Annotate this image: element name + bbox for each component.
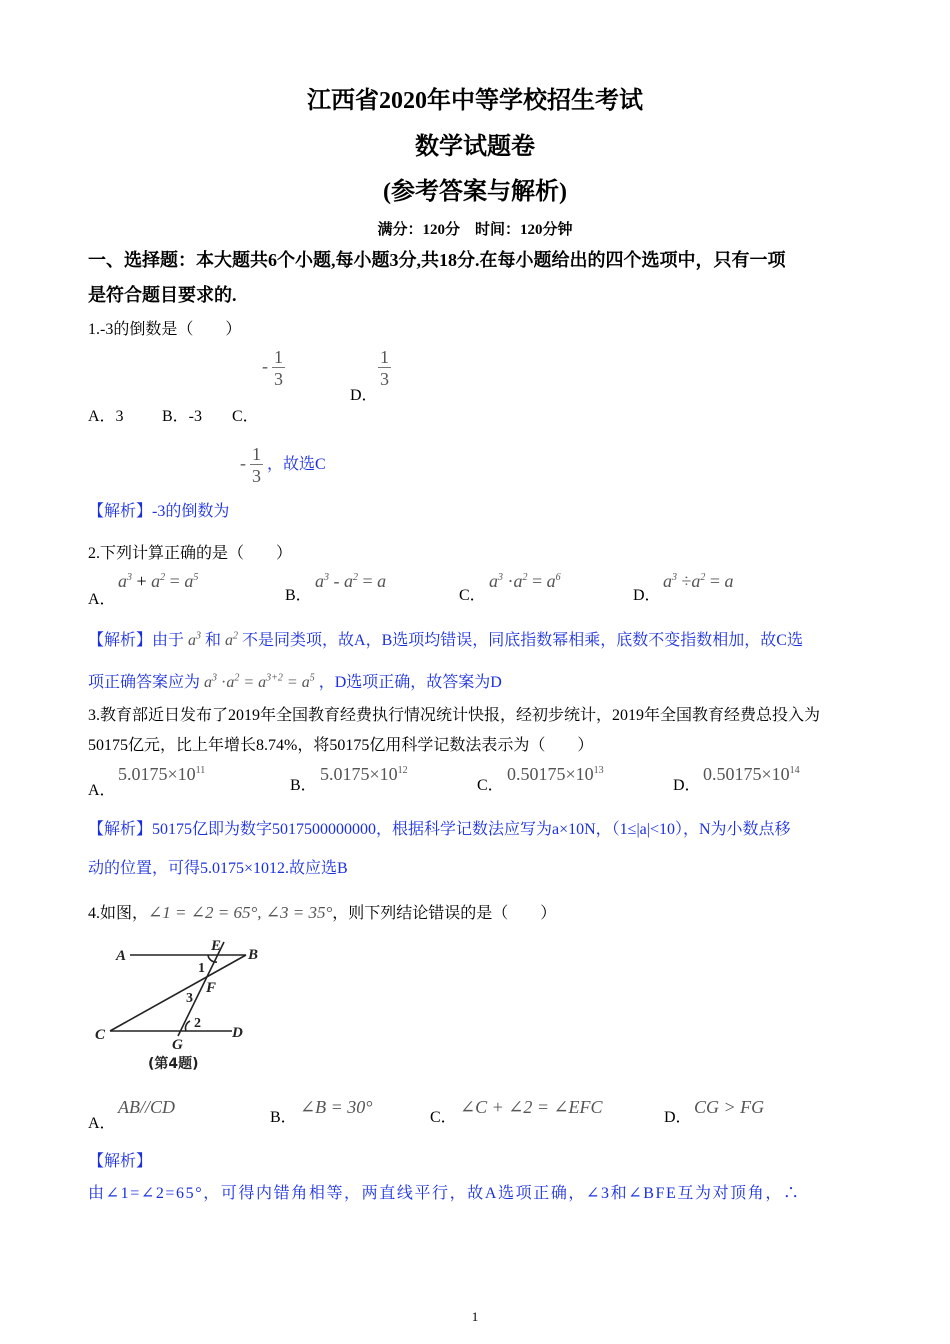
- q3-option-a-value: $5.0175\times 10^{11}$: [118, 764, 206, 784]
- q3-analysis-line1: 【解析】50175亿即为数字5017500000000，根据科学记数法应写为a×10N，（1≤|a|<10），N为小数点移: [88, 821, 791, 838]
- q2-option-d-label: D．: [633, 587, 661, 604]
- q1-option-c-label: C．: [232, 408, 259, 425]
- q3-option-d-value: $0.50175\times 10^{14}$: [703, 764, 800, 784]
- angle-2-arc: [185, 1021, 190, 1031]
- q3-option-c-label: C．: [477, 777, 504, 794]
- q1-option-c-fraction: - $\frac{1}{3}$: [262, 347, 283, 389]
- page-subtitle: 数学试题卷: [415, 134, 535, 160]
- point-d-label: D: [232, 1025, 243, 1041]
- q4-option-a-label: A．: [88, 1115, 116, 1132]
- page-title: 江西省2020年中等学校招生考试: [307, 88, 643, 114]
- q2-option-a-math: $a^3 + a^2 = a^5$: [118, 571, 199, 591]
- q2-option-b-math: $a^3 - a^2 = a$: [315, 571, 387, 591]
- q1-option-d-label: D．: [350, 387, 378, 404]
- q3-option-a-label: A．: [88, 782, 116, 799]
- figure-caption: (第4题): [148, 1056, 199, 1072]
- q4-option-b-label: B．: [270, 1109, 297, 1126]
- q4-stem: 4.如图，∠1 = ∠2 = 65°, ∠3 = 35°，则下列结论错误的是（ ）: [88, 903, 557, 922]
- q1-analysis: 【解析】-3的倒数为: [88, 503, 230, 520]
- section-heading-line2: 是符合题目要求的.: [88, 285, 237, 305]
- q2-option-b-label: B．: [285, 587, 312, 604]
- point-b-label: B: [248, 947, 259, 963]
- q4-option-c-math: ∠C + ∠2 = ∠EFC: [460, 1097, 603, 1117]
- line-cb: [110, 955, 246, 1031]
- q4-option-a-math: AB//CD: [118, 1097, 175, 1117]
- point-a-label: A: [116, 948, 127, 964]
- q2-option-c-label: C．: [459, 587, 486, 604]
- q3-stem-line1: 3.教育部近日发布了2019年全国教育经费执行情况统计快报，经初步统计，2019年全国教育经费总投入为: [88, 707, 821, 724]
- section-heading-line1: 一、选择题：本大题共6个小题,每小题3分,共18分.在每小题给出的四个选项中，只有一项: [88, 250, 786, 270]
- q4-option-c-label: C．: [430, 1109, 457, 1126]
- q1-option-b: B．-3: [162, 408, 203, 425]
- page-subtitle-note: (参考答案与解析): [383, 179, 567, 205]
- point-g-label: G: [172, 1037, 183, 1053]
- angle-1-label: 1: [198, 961, 205, 976]
- q2-analysis-line2: 项正确答案应为 $a^3 \cdot a^2 = a^{3+2} = a^5$ ，D选项正确，故答案为D: [88, 672, 502, 691]
- q1-option-a: A．3: [88, 408, 124, 425]
- q3-stem-line2: 50175亿元，比上年增长8.74%，将50175亿用科学记数法表示为（ ）: [88, 737, 594, 754]
- q3-option-c-value: $0.50175\times 10^{13}$: [507, 764, 604, 784]
- page-number: 1: [471, 1309, 479, 1324]
- q2-stem: 2.下列计算正确的是（ ）: [88, 545, 293, 562]
- q1-answer-fraction: - $\frac{1}{3}$ ，故选C: [240, 444, 326, 486]
- q3-option-b-label: B．: [290, 777, 317, 794]
- q2-option-a-label: A．: [88, 591, 116, 608]
- point-e-label: E: [211, 938, 222, 954]
- q2-option-c-math: $a^3 \cdot a^2 = a^6$: [489, 571, 561, 591]
- q4-option-d-label: D．: [664, 1109, 692, 1126]
- q1-option-d-fraction: $\frac{1}{3}$: [380, 347, 389, 389]
- q3-option-d-label: D．: [673, 777, 701, 794]
- q4-option-b-math: ∠B = 30°: [300, 1097, 373, 1117]
- q3-option-b-value: $5.0175\times 10^{12}$: [320, 764, 408, 784]
- q2-analysis-line1: 【解析】由于 $a^3$ 和 $a^2$ 不是同类项，故A，B选项均错误，同底指数幂相乘，底数不变指数相加，故C选: [88, 630, 803, 649]
- q4-figure: [90, 932, 270, 1078]
- q1-stem: 1.-3的倒数是（ ）: [88, 321, 242, 338]
- q4-analysis-line1: 由∠1=∠2=65°，可得内错角相等，两直线平行，故A选项正确，∠3和∠BFE互为对顶角，∴: [88, 1185, 801, 1202]
- q3-analysis-line2: 动的位置，可得5.0175×1012.故应选B: [88, 860, 348, 877]
- q4-option-d-math: CG > FG: [694, 1097, 765, 1117]
- q4-analysis-tag: 【解析】: [88, 1153, 153, 1170]
- q2-option-d-math: $a^3 \div a^2 = a$: [663, 571, 734, 591]
- angle-2-label: 2: [194, 1016, 201, 1031]
- point-f-label: F: [206, 980, 217, 996]
- point-c-label: C: [95, 1027, 106, 1043]
- angle-3-label: 3: [186, 991, 193, 1006]
- exam-info: 满分：120分 时间：120分钟: [377, 222, 573, 238]
